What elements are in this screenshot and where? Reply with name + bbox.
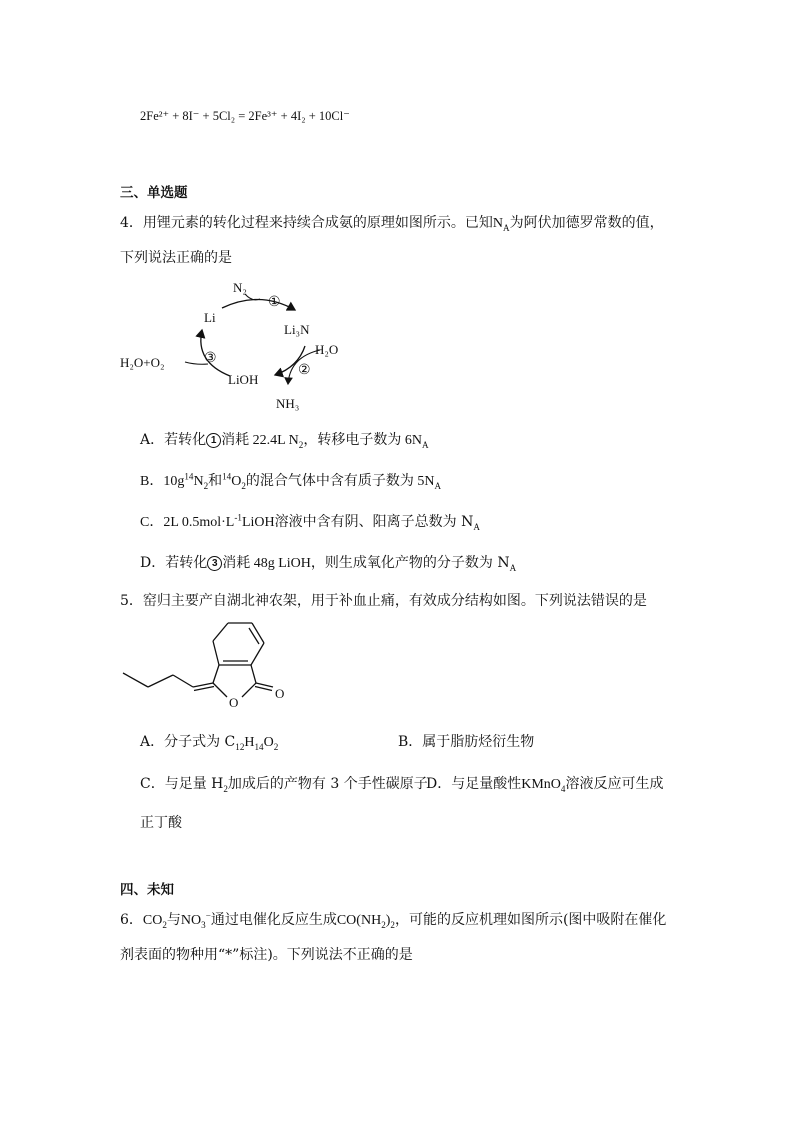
option-5a[interactable]: A．分子式为 $C_{12}H_{14}O_2$ xyxy=(140,734,279,752)
label-li: Li xyxy=(204,310,216,325)
option-4d[interactable]: D．若转化 3 消耗 48g LiOH，则生成氧化产物的分子数为 $N_A$ xyxy=(140,555,517,573)
label-li3n: Li₃N xyxy=(284,322,310,337)
option-5-continuation: 正丁酸 xyxy=(140,815,182,831)
label-h2o-o2: H₂O+O₂ xyxy=(120,355,165,370)
label-lioh: LiOH xyxy=(228,372,259,387)
option-5b[interactable]: B．属于脂肪烃衍生物 xyxy=(398,734,535,750)
option-5d[interactable]: D．与足量酸性KMnO$_4$溶液反应可生成 xyxy=(426,776,664,794)
question-4-stem xyxy=(120,214,664,233)
na-symbol: $N_A$ xyxy=(492,216,510,233)
section-heading-single-choice: 三、单选题 xyxy=(120,185,188,201)
equation-top: 2Fe²⁺ + 8I⁻ + 5Cl₂ = 2Fe³⁺ + 4I₂ + 10Cl⁻ xyxy=(140,109,350,123)
option-4c[interactable]: C．2L $0.5mol\cdot L^{-1}LiOH$溶液中含有阴、阳离子总数为 $N_A$ xyxy=(140,512,480,532)
label-h2o: H₂O xyxy=(315,342,339,357)
question-4-stem-line2: 下列说法正确的是 xyxy=(120,250,232,266)
circled-number-icon: 3 xyxy=(207,556,222,571)
atom-o-ring: O xyxy=(229,695,239,710)
q4-stem-b: 为阿伏加德罗常数的值， xyxy=(509,215,664,231)
molecule-structure xyxy=(115,615,305,720)
label-step1: ① xyxy=(268,295,281,310)
question-6-stem: 6．$CO_2$与$NO_3^-$通过电催化反应生成$CO(NH_2)_2$，可能的反应机理如图所示(图中吸附在催化 xyxy=(120,910,667,930)
lithium-cycle-diagram xyxy=(110,272,370,422)
question-5-stem: 5．窑归主要产自湖北神农架，用于补血止痛，有效成分结构如图。下列说法错误的是 xyxy=(120,593,647,609)
atom-o-carbonyl: O xyxy=(275,686,285,701)
option-4a[interactable]: A．若转化 1 消耗 22.4L $N_2$，转移电子数为 $6N_A$ xyxy=(140,432,429,450)
arrow-step1 xyxy=(222,299,295,310)
label-step2: ② xyxy=(298,363,311,378)
circled-number-icon: 1 xyxy=(206,433,221,448)
section-heading-unknown: 四、未知 xyxy=(120,882,174,898)
q4-stem-a: 用锂元素的转化过程来持续合成氨的原理如图所示。已知 xyxy=(142,215,493,231)
option-5c[interactable]: C．与足量 $H_2$加成后的产物有 3 个手性碳原子 xyxy=(140,776,428,794)
option-4b[interactable]: B．$10g^{14}N_2$和$^{14}O_2$的混合气体中含有质子数为 $5N_A$ xyxy=(140,471,442,491)
question-number: 4． xyxy=(120,215,143,231)
label-nh3: NH₃ xyxy=(276,396,300,411)
question-6-stem-line2: 剂表面的物种用“*”标注)。下列说法不正确的是 xyxy=(120,947,413,963)
label-n2: N₂ xyxy=(233,280,247,295)
label-step3: ③ xyxy=(204,351,217,366)
